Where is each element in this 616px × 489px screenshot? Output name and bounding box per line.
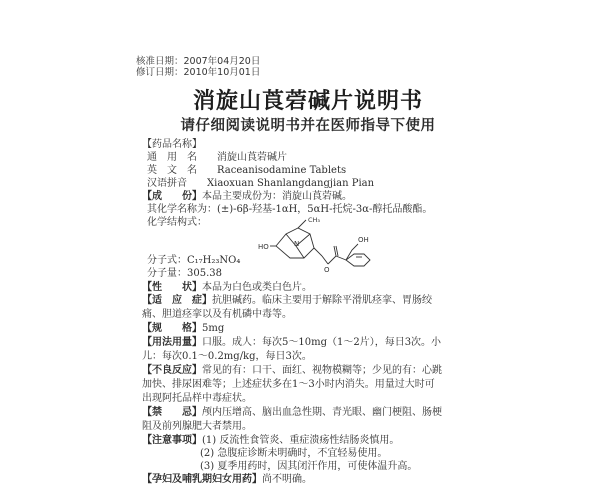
adverse-heading: 【不良反应】 [142, 365, 202, 376]
precaution-item: (1) 反流性食管炎、重症溃疡性结肠炎慎用。 [202, 435, 400, 446]
indications-text: 抗胆碱药。临床主要用于解除平滑肌痉挛、胃肠绞痛、胆道痉挛以及有机磷中毒等。 [142, 295, 432, 320]
chemical-name: 其化学名称为：(±)-6β-羟基-1αH，5αH-托烷-3α-醇托品酸酯。 [147, 204, 433, 215]
composition-text: 本品主要成份为：消旋山莨菪碱。 [202, 191, 352, 202]
structure-label: 化学结构式： [147, 217, 207, 228]
precaution-item: (3) 夏季用药时，因其闭汗作用，可使体温升高。 [200, 461, 418, 472]
pregnancy-text: 尚不明确。 [262, 474, 312, 485]
adverse-text: 常见的有：口干、面红、视物模糊等；少见的有：心跳加快、排尿困难等；上述症状多在1～3小时内消失。用量过大时可出现阿托品样中毒症状。 [142, 365, 442, 404]
pregnancy-heading: 【孕妇及哺乳期妇女用药】 [142, 474, 262, 485]
hydroxy-label-left: HO [258, 243, 269, 251]
character-line [142, 281, 312, 294]
structure-diagram [248, 214, 388, 276]
contraindications-line [142, 406, 444, 434]
drug-name-heading: 【药品名称】 [142, 139, 202, 150]
character-heading: 【性 状】 [142, 282, 202, 293]
document-title: 消旋山莨菪碱片说明书 [192, 89, 423, 114]
composition-line [142, 190, 352, 203]
molecular-weight: 分子量：305.38 [147, 268, 222, 279]
spec-text: 5mg [202, 323, 225, 334]
generic-name: 通 用 名 消旋山莨菪碱片 [147, 152, 287, 163]
document-subtitle: 请仔细阅读说明书并在医师指导下使用 [180, 118, 436, 134]
indications-heading: 【适 应 症】 [142, 295, 212, 306]
precautions-heading: 【注意事项】 [142, 435, 202, 446]
revision-date: 修订日期：2010年10月01日 [136, 67, 261, 78]
molecular-formula: 分子式：C₁₇H₂₃NO₄ [147, 255, 241, 266]
methyl-label: CH₃ [308, 216, 321, 224]
hydroxy-label-right: OH [358, 236, 369, 244]
adverse-line [142, 364, 444, 406]
english-name: 英 文 名 Raceanisodamine Tablets [147, 165, 347, 176]
pinyin-name: 汉语拼音 Xiaoxuan Shanlangdangjian Pian [147, 178, 375, 189]
contraindications-heading: 【禁 忌】 [142, 407, 202, 418]
pregnancy-line [142, 473, 312, 486]
dosage-text: 口服。成人：每次5～10mg（1～2片），每日3次。小儿：每次0.1～0.2mg/kg，每日3次。 [142, 337, 442, 362]
nitrogen-label: N [294, 240, 300, 248]
spec-line [142, 322, 224, 335]
precautions-line [142, 434, 399, 447]
approval-date: 核准日期：2007年04月20日 [136, 56, 261, 67]
precaution-item: (2) 急腹症诊断未明确时，不宜轻易使用。 [200, 448, 388, 459]
document-header-dates [136, 56, 260, 78]
character-text: 本品为白色或类白色片。 [202, 282, 312, 293]
dosage-heading: 【用法用量】 [142, 337, 202, 348]
indications-line [142, 294, 444, 322]
dosage-line [142, 336, 444, 364]
chemical-structure [248, 214, 388, 276]
contraindications-text: 颅内压增高、脑出血急性期、青光眼、幽门梗阻、肠梗阻及前列腺肥大者禁用。 [142, 407, 442, 432]
composition-heading: 【成 份】 [142, 191, 202, 202]
oxygen-label: O [324, 266, 330, 274]
spec-heading: 【规 格】 [142, 323, 202, 334]
